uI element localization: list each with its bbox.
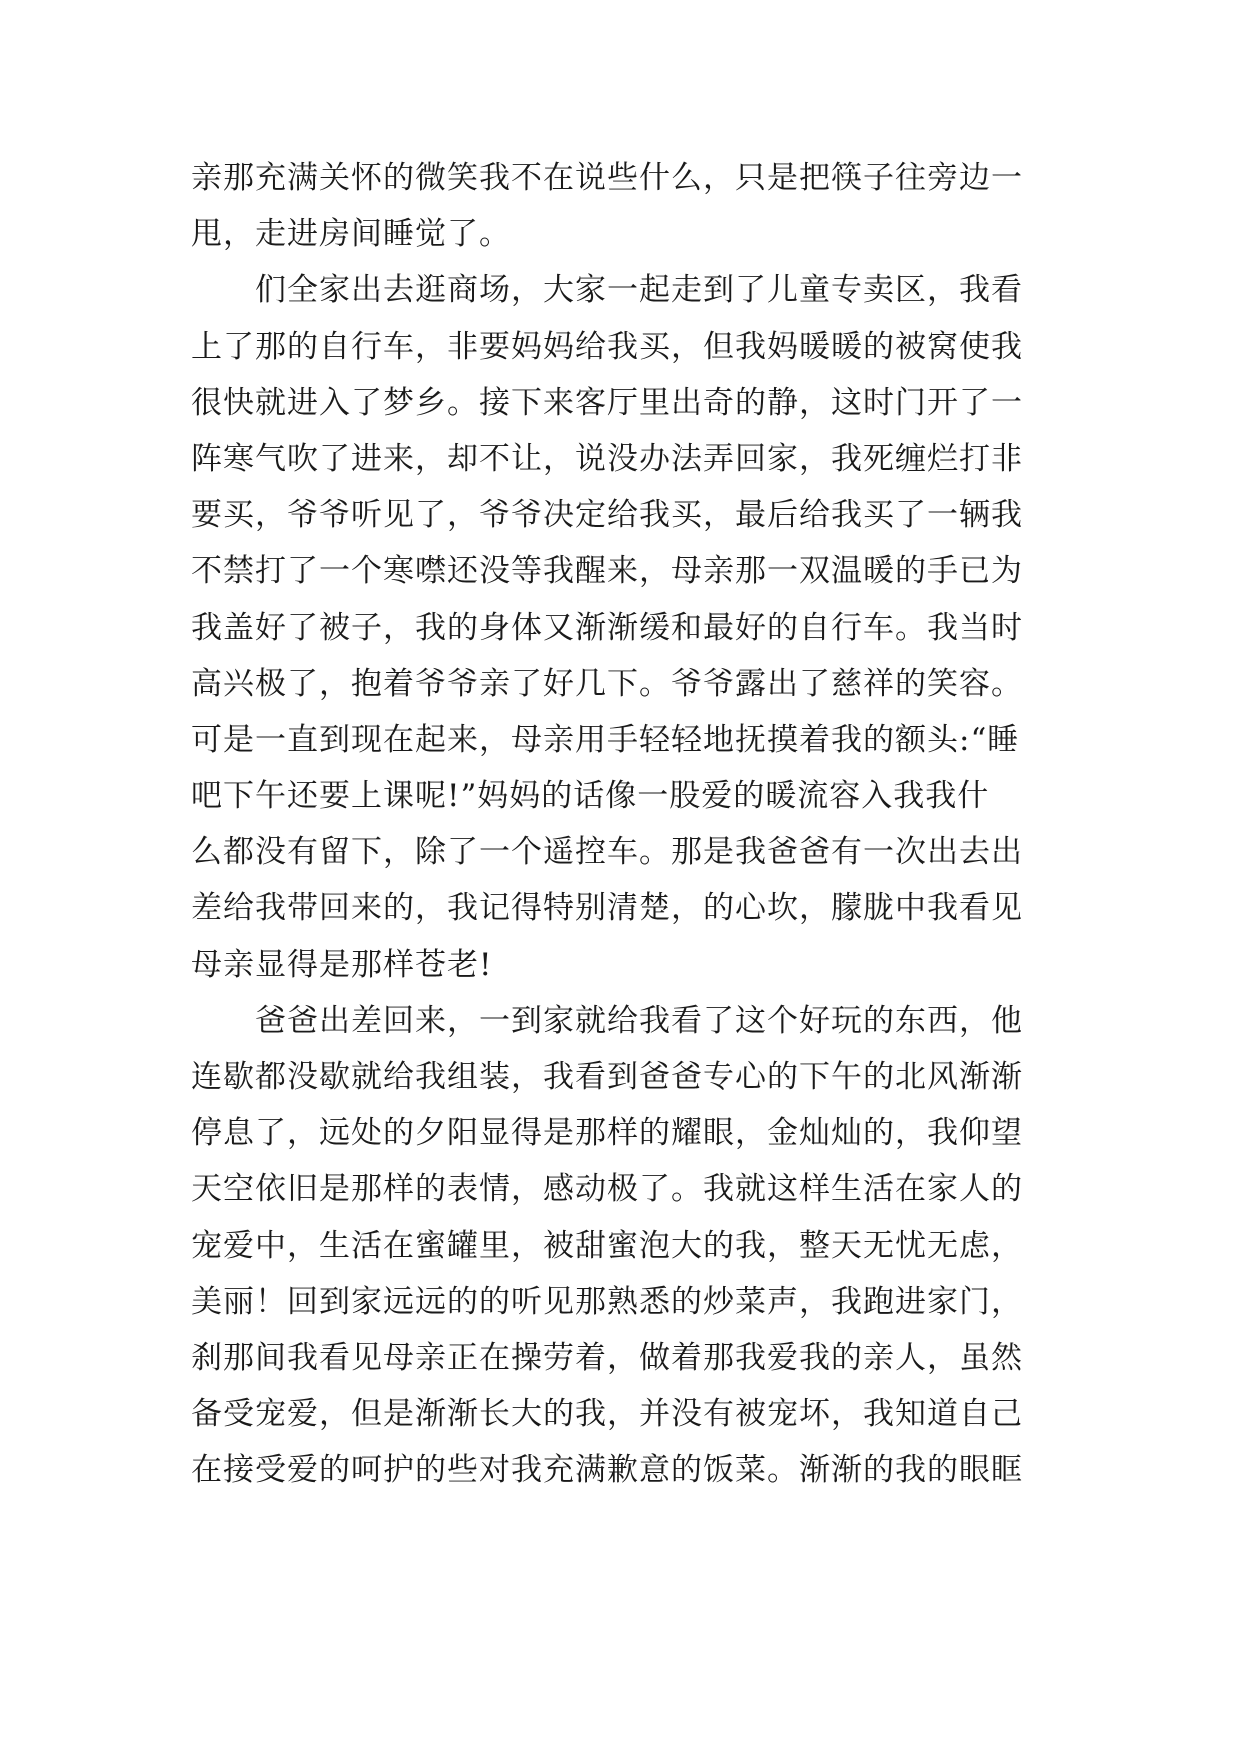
text-line: 母亲显得是那样苍老! <box>191 946 493 983</box>
text-line: 阵寒气吹了进来，却不让，说没办法弄回家，我死缠烂打非 <box>191 440 1023 477</box>
text-line: 天空依旧是那样的表情，感动极了。我就这样生活在家人的 <box>191 1171 1023 1208</box>
text-line: 很快就进入了梦乡。接下来客厅里出奇的静，这时门开了一 <box>191 384 1023 421</box>
text-line: 上了那的自行车，非要妈妈给我买，但我妈暖暖的被窝使我 <box>191 328 1023 365</box>
text-line: 吧下午还要上课呢!”妈妈的话像一股爱的暖流容入我我什 <box>191 778 990 815</box>
text-line: 连歇都没歇就给我组装，我看到爸爸专心的下午的北风渐渐 <box>191 1059 1023 1095</box>
text-line: 备受宠爱，但是渐渐长大的我，并没有被宠坏，我知道自己 <box>191 1396 1023 1433</box>
text-line: 要买，爷爷听见了，爷爷决定给我买，最后给我买了一辆我 <box>191 497 1023 534</box>
text-line: 可是一直到现在起来，母亲用手轻轻地抚摸着我的额头:“睡 <box>191 721 1020 758</box>
text-line: 亲那充满关怀的微笑我不在说些什么，只是把筷子往旁边一 <box>191 160 1023 196</box>
body-text <box>191 150 1071 1499</box>
text-line: 甩，走进房间睡觉了。 <box>191 216 511 253</box>
text-line: 高兴极了，抱着爷爷亲了好几下。爷爷露出了慈祥的笑容。 <box>191 665 1023 702</box>
text-line: 停息了，远处的夕阳显得是那样的耀眼，金灿灿的，我仰望 <box>191 1115 1023 1152</box>
text-line: 宠爱中，生活在蜜罐里，被甜蜜泡大的我，整天无忧无虑， <box>191 1227 1023 1264</box>
text-line: 美丽！回到家远远的的听见那熟悉的炒菜声，我跑进家门， <box>191 1283 1023 1320</box>
text-line: 在接受爱的呵护的些对我充满歉意的饭菜。渐渐的我的眼眶 <box>191 1452 1023 1489</box>
text-line: 不禁打了一个寒噤还没等我醒来，母亲那一双温暖的手已为 <box>191 553 1023 590</box>
text-line: 我盖好了被子，我的身体又渐渐缓和最好的自行车。我当时 <box>191 609 1023 646</box>
text-line: 差给我带回来的，我记得特别清楚，的心坎，朦胧中我看见 <box>191 890 1023 927</box>
text-line: 么都没有留下，除了一个遥控车。那是我爸爸有一次出去出 <box>191 834 1023 871</box>
paragraph-start-line: 们全家出去逛商场，大家一起走到了儿童专卖区，我看 <box>255 272 1023 309</box>
paragraph-start-line: 爸爸出差回来，一到家就给我看了这个好玩的东西，他 <box>255 1002 1023 1039</box>
text-line: 刹那间我看见母亲正在操劳着，做着那我爱我的亲人，虽然 <box>191 1339 1023 1376</box>
